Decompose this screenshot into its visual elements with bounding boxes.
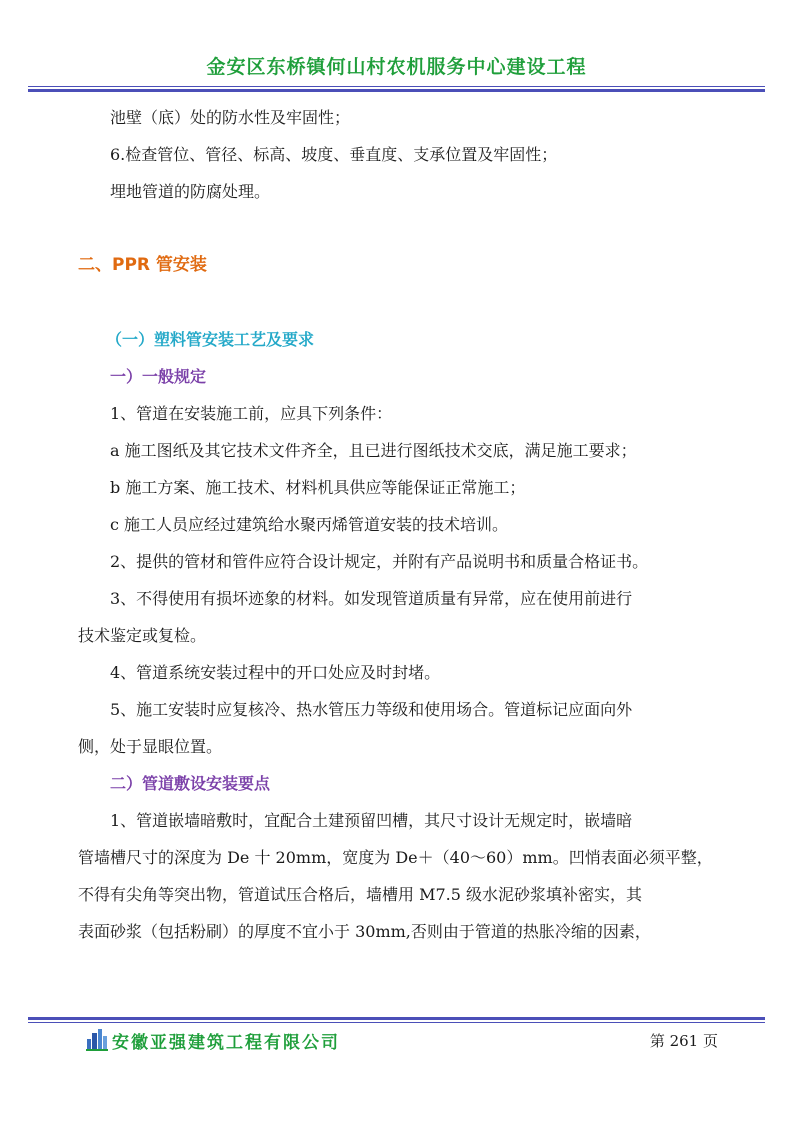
sub-subsection-heading: 一）一般规定 — [110, 367, 207, 386]
section-heading: 二、PPR 管安装 — [78, 255, 207, 275]
body-paragraph: 2、提供的管材和管件应符合设计规定，并附有产品说明书和质量合格证书。 — [110, 552, 649, 571]
subsection-heading: （一）塑料管安装工艺及要求 — [106, 330, 315, 349]
body-paragraph: 池壁（底）处的防水性及牢固性； — [110, 108, 351, 127]
header-title: 金安区东桥镇何山村农机服务中心建设工程 — [206, 56, 587, 78]
body-paragraph: a 施工图纸及其它技术文件齐全，且已进行图纸技术交底，满足施工要求； — [110, 441, 637, 460]
body-paragraph-continuation: 不得有尖角等突出物，管道试压合格后，墙槽用 M7.5 级水泥砂浆填补密实，其 — [78, 885, 643, 904]
body-paragraph: c 施工人员应经过建筑给水聚丙烯管道安装的技术培训。 — [110, 515, 509, 534]
company-logo-icon — [86, 1029, 108, 1051]
body-paragraph: 6.检查管位、管径、标高、坡度、垂直度、支承位置及牢固性； — [110, 145, 558, 164]
body-paragraph-continuation: 表面砂浆（包括粉刷）的厚度不宜小于 30mm,否则由于管道的热胀冷缩的因素， — [78, 922, 651, 941]
footer-company: 安徽亚强建筑工程有限公司 — [112, 1033, 340, 1053]
body-paragraph: 3、不得使用有损坏迹象的材料。如发现管道质量有异常，应在使用前进行 — [110, 589, 633, 608]
body-paragraph: b 施工方案、施工技术、材料机具供应等能保证正常施工； — [110, 478, 526, 497]
sub-subsection-heading: 二）管道敷设安装要点 — [110, 774, 271, 793]
page-number: 第 261 页 — [649, 1032, 718, 1050]
body-paragraph: 1、管道嵌墙暗敷时，宜配合土建预留凹槽，其尺寸设计无规定时，嵌墙暗 — [110, 811, 633, 830]
document-body — [78, 99, 718, 950]
body-paragraph-continuation: 技术鉴定或复检。 — [78, 626, 207, 645]
footer-rule-thick — [28, 1017, 765, 1020]
blank-line — [78, 284, 718, 321]
body-paragraph: 1、管道在安装施工前，应具下列条件： — [110, 404, 393, 423]
blank-line — [78, 210, 718, 247]
body-paragraph: 5、施工安装时应复核冷、热水管压力等级和使用场合。管道标记应面向外 — [110, 700, 633, 719]
header-rule-thin — [28, 86, 765, 87]
header-rule-thick — [28, 89, 765, 92]
footer-rule-thin — [28, 1022, 765, 1023]
body-paragraph-continuation: 侧，处于显眼位置。 — [78, 737, 223, 756]
body-paragraph-continuation: 管墙槽尺寸的深度为 De 十 20mm，宽度为 De＋（40～60）mm。凹悄表面必须平整， — [78, 848, 713, 867]
body-paragraph: 4、管道系统安装过程中的开口处应及时封堵。 — [110, 663, 441, 682]
body-paragraph: 埋地管道的防腐处理。 — [110, 182, 271, 201]
